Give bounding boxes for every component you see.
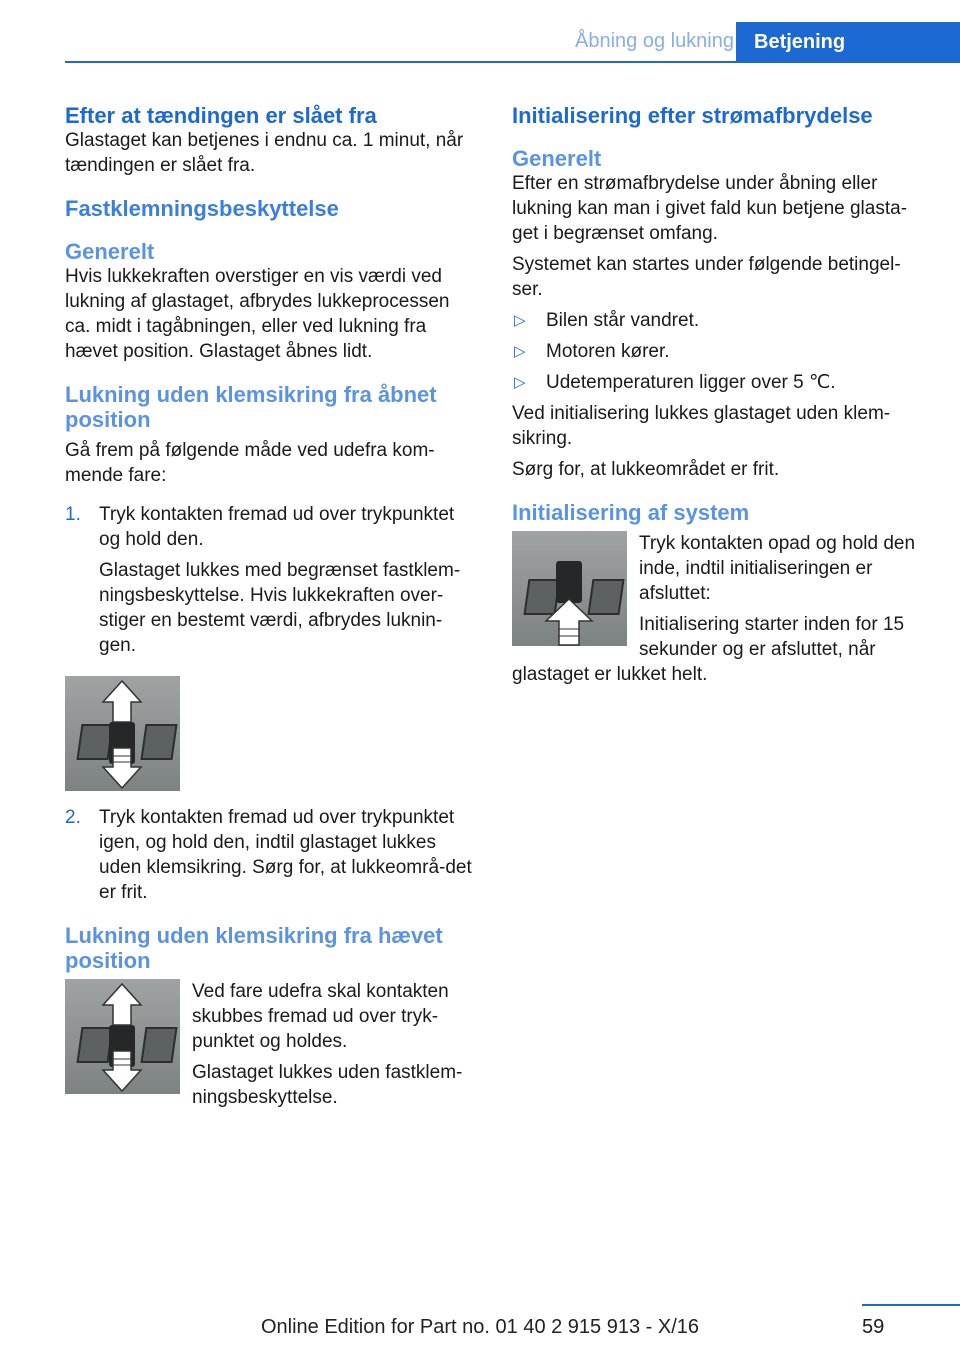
step-2-text: Tryk kontakten fremad ud over trykpunktet igen, og hold den, indtil glastaget lukkes uden klemsikring. Sørg for, at lukkeområ‐det er frit. xyxy=(99,807,472,903)
heading-after-ignition: Efter at tændingen er slået fra xyxy=(65,103,377,128)
step-1-note xyxy=(65,558,479,658)
up-down-arrow-icon xyxy=(65,676,180,791)
heading-initialisation: Initialisering efter strømafbrydelse xyxy=(512,103,873,128)
text-raised-2: Glastaget lukkes uden fastklem‐ningsbeskyttelse. xyxy=(192,1062,463,1108)
close-raised-block xyxy=(65,979,479,1110)
heading-general-right: Generelt xyxy=(512,146,602,171)
text-init-3: Ved initialisering lukkes glastaget uden klem‐sikring. xyxy=(512,403,891,449)
system-init-block xyxy=(512,531,926,687)
footer-edition: Online Edition for Part no. 01 40 2 915 913 - X/16 xyxy=(260,1316,700,1338)
bullet-item xyxy=(512,339,926,364)
step-1-text: Tryk kontakten fremad ud over trykpunktet og hold den. xyxy=(99,504,455,550)
triangle-bullet-icon: ▷ xyxy=(514,374,526,391)
bullet-text: Udetemperaturen ligger over 5 ℃. xyxy=(546,372,836,393)
heading-system-init: Initialisering af system xyxy=(512,500,750,525)
header-rule xyxy=(65,61,960,63)
header-section-title: Åbning og lukning xyxy=(574,30,734,52)
bullet-item xyxy=(512,370,926,395)
triangle-bullet-icon: ▷ xyxy=(514,312,526,329)
heading-pinch-protection: Fastklemningsbeskyttelse xyxy=(65,196,339,221)
text-init-1: Efter en strømafbrydelse under åbning eller lukning kan man i givet fald kun betjene glasta‐get i begrænset omfang. xyxy=(512,173,908,244)
text-init-6: Initialisering starter inden for 15 sekunder og er afsluttet, når glastaget er lukket helt. xyxy=(512,614,905,685)
step-2-number: 2. xyxy=(65,807,81,828)
bullet-text: Motoren kører. xyxy=(546,341,670,362)
header-chapter-tab[interactable]: Betjening xyxy=(736,22,960,62)
text-init-4: Sørg for, at lukkeområdet er frit. xyxy=(512,459,780,480)
switch-image-raised xyxy=(65,979,180,1094)
text-after-ignition: Glastaget kan betjenes i endnu ca. 1 minut, når tændingen er slået fra. xyxy=(65,130,464,176)
text-close-from-open: Gå frem på følgende måde ved udefra kom‐mende fare: xyxy=(65,440,435,486)
footer-rule xyxy=(862,1304,960,1306)
step-1-number: 1. xyxy=(65,504,81,525)
page-number: 59 xyxy=(862,1316,885,1338)
step-1 xyxy=(65,502,479,552)
triangle-bullet-icon: ▷ xyxy=(514,343,526,360)
step-1-note-text: Glastaget lukkes med begrænset fastklem‐ningsbeskyttelse. Hvis lukkekraften over‐stiger en bestemt værdi, afbrydes luknin‐gen. xyxy=(99,560,461,656)
up-arrow-icon xyxy=(512,531,627,646)
switch-image-forward-back xyxy=(65,676,180,791)
bullet-item xyxy=(512,308,926,333)
right-column xyxy=(512,103,926,687)
heading-close-from-raised: Lukning uden klemsikring fra hævet position xyxy=(65,923,443,973)
text-raised-1: Ved fare udefra skal kontakten skubbes fremad ud over tryk‐punktet og holdes. xyxy=(192,981,449,1052)
switch-image-up xyxy=(512,531,627,646)
left-column xyxy=(65,103,479,1110)
text-general: Hvis lukkekraften overstiger en vis værdi ved lukning af glastaget, afbrydes lukkeprocessen ca. midt i tagåbningen, eller ved lukning fra hævet position. Glastaget åbnes lidt. xyxy=(65,266,450,362)
up-down-arrow-icon xyxy=(65,979,180,1094)
step-2 xyxy=(65,805,479,905)
text-init-2: Systemet kan startes under følgende betingel‐ser. xyxy=(512,254,901,300)
text-init-5: Tryk kontakten opad og hold den inde, indtil initialiseringen er afsluttet: xyxy=(639,533,916,604)
heading-close-from-open: Lukning uden klemsikring fra åbnet position xyxy=(65,382,437,432)
heading-general: Generelt xyxy=(65,239,155,264)
bullet-text: Bilen står vandret. xyxy=(546,310,700,331)
